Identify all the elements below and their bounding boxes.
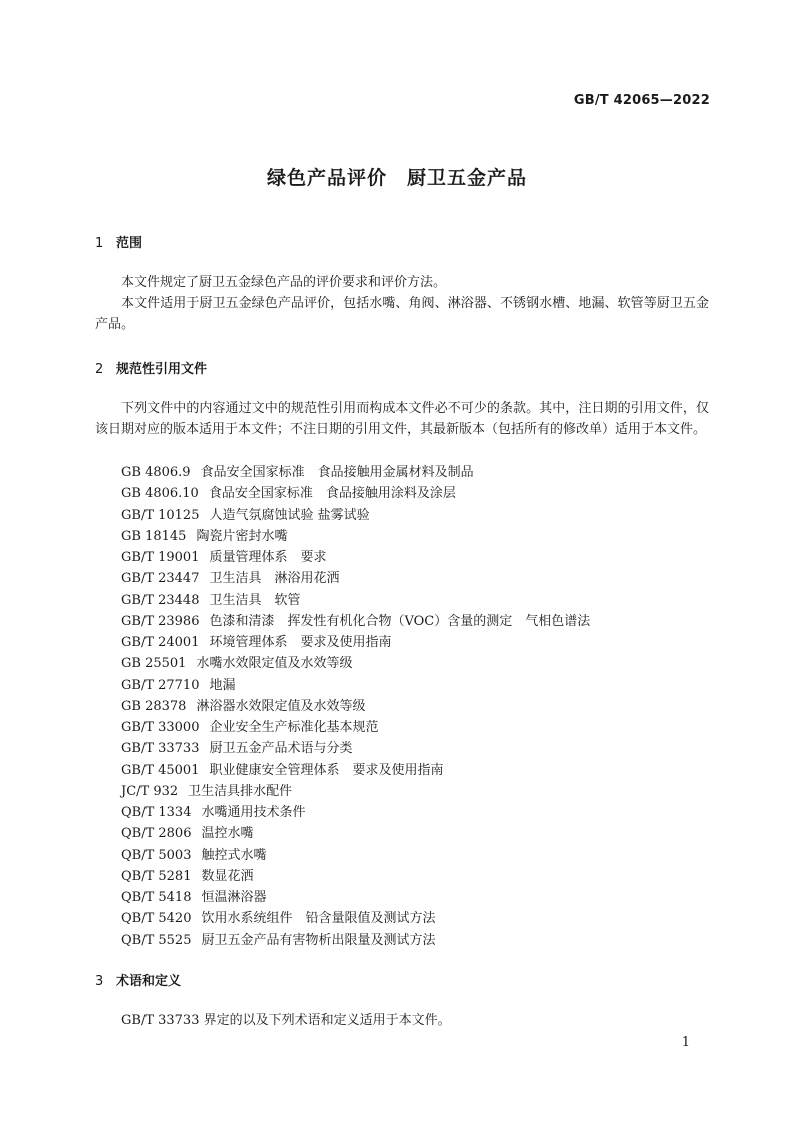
reference-code: QB/T 1334 <box>121 805 192 820</box>
reference-code: QB/T 5525 <box>121 932 192 948</box>
reference-item <box>121 590 590 611</box>
section-title: 术语和定义 <box>116 974 182 989</box>
reference-item <box>121 930 590 951</box>
section-title: 范围 <box>116 236 143 251</box>
reference-title: 数显花洒 <box>201 868 254 884</box>
reference-item <box>121 696 590 717</box>
reference-title: 色漆和清漆 挥发性有机化合物（VOC）含量的测定 气相色谱法 <box>209 613 591 629</box>
section-number: 3 <box>95 974 104 989</box>
reference-title: 卫生洁具 软管 <box>209 592 301 608</box>
document-title: 绿色产品评价 厨卫五金产品 <box>266 167 527 189</box>
reference-title: 陶瓷片密封水嘴 <box>196 528 288 544</box>
reference-item <box>121 568 590 589</box>
reference-code: GB 28378 <box>121 698 187 714</box>
reference-title: 企业安全生产标准化基本规范 <box>209 720 379 735</box>
reference-title: 淋浴器水效限定值及水效等级 <box>196 698 366 714</box>
reference-title: 水嘴水效限定值及水效等级 <box>196 656 353 672</box>
reference-title: 职业健康安全管理体系 要求及使用指南 <box>209 762 444 778</box>
section-heading-normative-references <box>95 358 207 377</box>
reference-code: QB/T 5418 <box>121 890 192 905</box>
reference-title: 食品安全国家标准 食品接触用涂料及涂层 <box>208 486 456 502</box>
reference-code: GB 4806.9 <box>121 465 191 480</box>
scope-paragraph-2: 本文件适用于厨卫五金绿色产品评价，包括水嘴、角阀、淋浴器、不锈钢水槽、地漏、软管等厨卫五金产品。 <box>95 296 709 332</box>
reference-code: GB/T 10125 <box>121 507 200 523</box>
reference-title: 触控式水嘴 <box>201 847 267 863</box>
reference-title: 厨卫五金产品术语与分类 <box>209 741 353 757</box>
reference-code: GB/T 24001 <box>121 635 200 650</box>
reference-code: GB 25501 <box>121 656 187 672</box>
reference-code: GB/T 23448 <box>121 592 200 608</box>
reference-code: GB/T 45001 <box>121 762 200 778</box>
reference-item <box>121 547 590 568</box>
reference-title: 饮用水系统组件 铅含量限值及测试方法 <box>201 911 436 927</box>
reference-item <box>121 526 590 547</box>
reference-item <box>121 483 590 504</box>
reference-code: JC/T 932 <box>121 783 179 799</box>
reference-item <box>121 845 590 866</box>
reference-code: GB 18145 <box>121 528 187 544</box>
reference-item <box>121 781 590 802</box>
section-number: 1 <box>95 236 104 251</box>
reference-title: 地漏 <box>209 677 236 693</box>
section-heading-terms <box>95 970 181 989</box>
reference-code: GB/T 23447 <box>121 571 200 587</box>
reference-code: GB 4806.10 <box>121 486 199 502</box>
reference-item <box>121 802 590 823</box>
reference-code: QB/T 5003 <box>121 847 192 863</box>
reference-code: GB/T 33733 <box>121 741 200 757</box>
reference-title: 食品安全国家标准 食品接触用金属材料及制品 <box>200 465 474 480</box>
reference-item <box>121 653 590 674</box>
reference-title: 卫生洁具排水配件 <box>188 783 293 799</box>
scope-paragraph-1: 本文件规定了厨卫五金绿色产品的评价要求和评价方法。 <box>121 275 447 290</box>
terms-intro: GB/T 33733 界定的以及下列术语和定义适用于本文件。 <box>121 1013 451 1028</box>
page-number: 1 <box>681 1035 690 1050</box>
reference-item <box>121 611 590 632</box>
reference-code: GB/T 19001 <box>121 550 200 565</box>
reference-code: GB/T 27710 <box>121 677 200 693</box>
reference-item <box>121 505 590 526</box>
standard-code: GB/T 42065—2022 <box>573 93 710 108</box>
reference-list <box>121 462 590 951</box>
section-heading-scope <box>95 232 142 251</box>
reference-item <box>121 462 590 483</box>
reference-title: 恒温淋浴器 <box>201 890 267 905</box>
reference-code: QB/T 2806 <box>121 826 192 842</box>
reference-item <box>121 738 590 759</box>
reference-code: QB/T 5420 <box>121 911 192 927</box>
references-intro: 下列文件中的内容通过文中的规范性引用而构成本文件必不可少的条款。其中，注日期的引用文件，仅该日期对应的版本适用于本文件；不注日期的引用文件，其最新版本（包括所有的修改单）适用于本文件。 <box>95 401 709 437</box>
reference-item <box>121 632 590 653</box>
reference-title: 厨卫五金产品有害物析出限量及测试方法 <box>201 932 436 948</box>
reference-item <box>121 823 590 844</box>
reference-title: 水嘴通用技术条件 <box>201 805 306 820</box>
reference-item <box>121 717 590 738</box>
reference-code: GB/T 23986 <box>121 613 200 629</box>
reference-title: 环境管理体系 要求及使用指南 <box>209 635 392 650</box>
section-title: 规范性引用文件 <box>116 362 208 377</box>
reference-code: QB/T 5281 <box>121 868 192 884</box>
reference-item <box>121 760 590 781</box>
section-number: 2 <box>95 362 104 377</box>
reference-item <box>121 866 590 887</box>
reference-title: 质量管理体系 要求 <box>209 550 327 565</box>
reference-title: 温控水嘴 <box>201 826 254 842</box>
reference-item <box>121 887 590 908</box>
reference-code: GB/T 33000 <box>121 720 200 735</box>
reference-title: 卫生洁具 淋浴用花洒 <box>209 571 340 587</box>
reference-title: 人造气氛腐蚀试验 盐雾试验 <box>209 507 370 523</box>
reference-item <box>121 908 590 929</box>
reference-item <box>121 675 590 696</box>
